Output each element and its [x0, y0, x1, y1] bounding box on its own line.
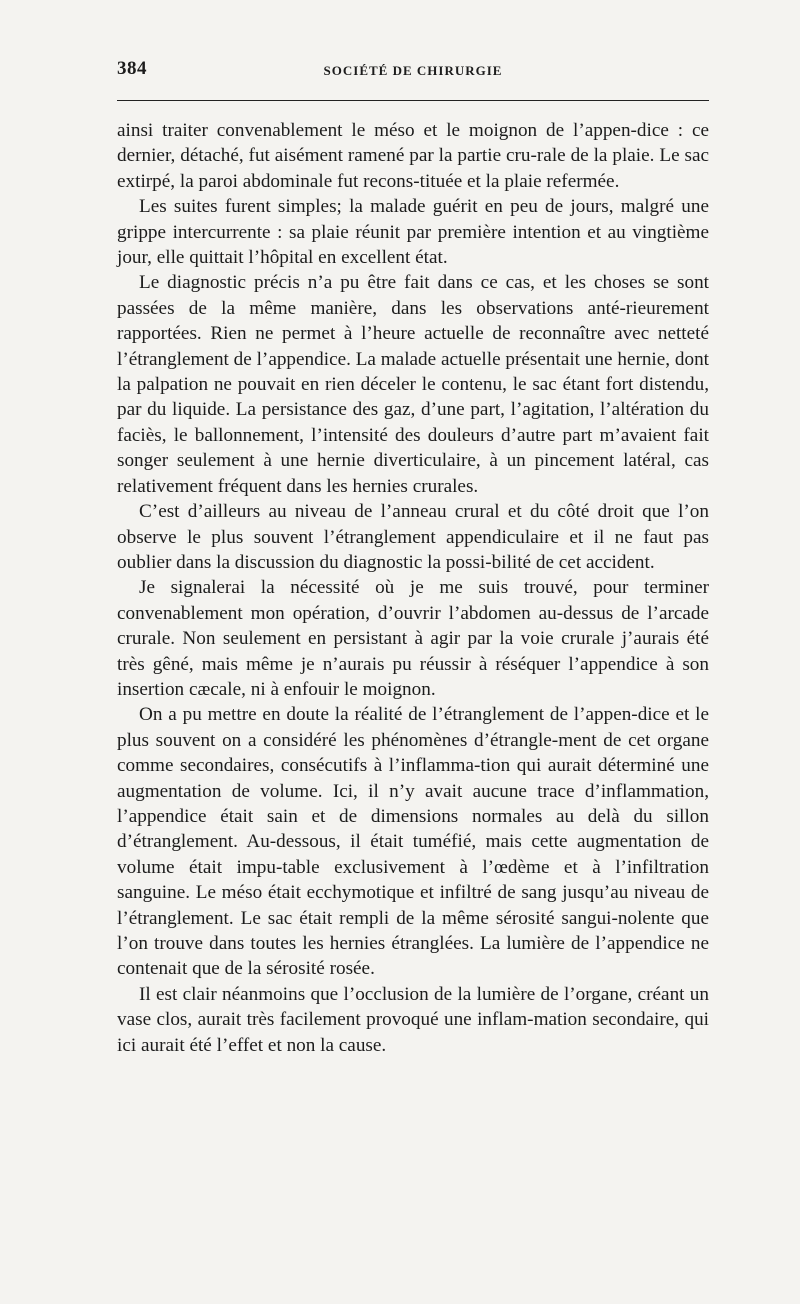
paragraph-diagnostic: Le diagnostic précis n’a pu être fait dans ce cas, et les choses se sont passées de la même manière, dans les observations anté-rieurement rapportées. Rien ne permet à l’heure actuelle de reconnaître avec netteté l’étranglement de l’appendice. La malade actuelle présentait une hernie, dont la palpation ne pouvait en rien déceler le contenu, le sac étant fort distendu, par du liquide. La persistance des gaz, d’une part, l’agitation, l’altération du faciès, le ballonnement, l’intensité des douleurs d’autre part m’avaient fait songer seulement à une hernie diverticulaire, à un pincement latéral, cas relativement fréquent dans les hernies crurales.	[117, 272, 709, 497]
page-number: 384	[117, 58, 147, 79]
paragraph-operation: Je signalerai la nécessité où je me suis trouvé, pour terminer convenablement mon opération, d’ouvrir l’abdomen au-dessus de l’arcade crurale. Non seulement en persistant à agir par la voie crurale j’aurais été très gêné, mais même je n’aurais pu réussir à réséquer l’appendice à son insertion cæcale, ni à enfouir le moignon.	[117, 577, 709, 700]
body-text	[117, 118, 709, 1058]
paragraph-etranglement: On a pu mettre en doute la réalité de l’étranglement de l’appen-dice et le plus souvent on a considéré les phénomènes d’étrangle-ment de cet organe comme secondaires, consécutifs à l’inflamma-tion qui aurait déterminé une augmentation de volume. Ici, il n’y avait aucune trace d’inflammation, l’appendice était sain et de dimensions normales au delà du sillon d’étranglement. Au-dessous, il était tuméfié, mais cette augmentation de volume était impu-table exclusivement à l’œdème et à l’infiltration sanguine. Le méso était ecchymotique et infiltré de sang jusqu’au niveau de l’étranglement. Le sac était rempli de la même sérosité sangui-nolente que l’on trouve dans toutes les hernies étranglées. La lumière de l’appendice ne contenait que de la sérosité rosée.	[117, 704, 709, 980]
paragraph-continuation: ainsi traiter convenablement le méso et le moignon de l’appen-dice : ce dernier, détaché, fut aisément ramené par la partie cru-rale de la plaie. Le sac extirpé, la paroi abdominale fut recons-tituée et la plaie refermée.	[117, 120, 709, 192]
paragraph-conclusion: Il est clair néanmoins que l’occlusion de la lumière de l’organe, créant un vase clos, aurait très facilement provoqué une inflam-mation secondaire, qui ici aurait été l’effet et non la cause.	[117, 983, 709, 1056]
page	[117, 58, 709, 1056]
running-title: SOCIÉTÉ DE CHIRURGIE	[323, 63, 503, 78]
page-header	[117, 58, 709, 88]
paragraph-suites: Les suites furent simples; la malade guérit en peu de jours, malgré une grippe intercurrente : sa plaie réunit par première intention et au vingtième jour, elle quittait l’hôpital en excellent état.	[117, 196, 709, 269]
header-rule	[117, 100, 709, 101]
paragraph-anneau-crural: C’est d’ailleurs au niveau de l’anneau crural et du côté droit que l’on observe le plus souvent l’étranglement appendiculaire et il ne faut pas oublier dans la discussion du diagnostic la possi-bilité de cet accident.	[117, 501, 709, 573]
